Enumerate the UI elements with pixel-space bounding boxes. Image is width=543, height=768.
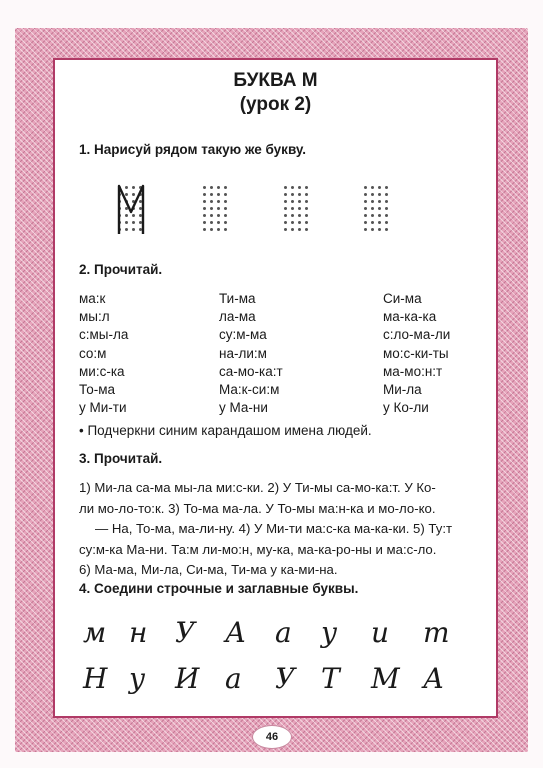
syllable-column-1 — [79, 290, 128, 417]
grid-dot — [291, 228, 294, 231]
grid-dot — [284, 221, 287, 224]
syllable-column-2 — [219, 290, 283, 417]
cursive-letter[interactable]: м — [83, 616, 107, 649]
word: у Ма-ни — [219, 400, 268, 416]
grid-dot — [210, 186, 213, 189]
grid-dot — [210, 207, 213, 210]
grid-dot — [364, 186, 367, 189]
grid-dot — [364, 221, 367, 224]
grid-dot — [371, 193, 374, 196]
grid-dot — [371, 228, 374, 231]
grid-dot — [224, 228, 227, 231]
grid-dot — [371, 214, 374, 217]
word: с:ло-ма-ли — [383, 327, 451, 343]
grid-dot — [371, 221, 374, 224]
grid-dot — [298, 193, 301, 196]
grid-dot — [203, 228, 206, 231]
grid-dot — [284, 200, 287, 203]
grid-dot — [364, 214, 367, 217]
grid-dot — [291, 193, 294, 196]
page-subtitle: (урок 2) — [239, 94, 312, 115]
cursive-letter[interactable]: А — [225, 616, 247, 649]
grid-dot — [291, 186, 294, 189]
grid-dot — [385, 193, 388, 196]
grid-dot — [298, 207, 301, 210]
task1-heading: 1. Нарисуй рядом такую же букву. — [79, 142, 306, 157]
grid-dot — [224, 221, 227, 224]
uppercase-letters-row — [79, 662, 479, 702]
cursive-letter[interactable]: у — [321, 616, 338, 649]
grid-dot — [385, 228, 388, 231]
grid-dot — [217, 193, 220, 196]
grid-dot — [298, 186, 301, 189]
task3-heading: 3. Прочитай. — [79, 451, 163, 466]
dot-grid-empty-1[interactable] — [203, 186, 228, 232]
grid-dot — [364, 207, 367, 210]
task4-heading: 4. Соедини строчные и заглавные буквы. — [79, 581, 359, 596]
cursive-letter[interactable]: н — [129, 616, 148, 649]
syllable-column-3 — [383, 290, 450, 417]
word: ма-ка-ка — [383, 309, 437, 325]
grid-dot — [203, 200, 206, 203]
grid-dot — [385, 207, 388, 210]
grid-dot — [291, 207, 294, 210]
cursive-letter[interactable]: а — [225, 662, 242, 695]
grid-dot — [371, 186, 374, 189]
task2-note: • Подчеркни синим карандашом имена людей. — [79, 423, 372, 438]
cursive-letter[interactable]: т — [423, 616, 450, 649]
grid-dot — [378, 186, 381, 189]
word: Ти-ма — [219, 291, 256, 306]
grid-dot — [291, 200, 294, 203]
grid-dot — [291, 214, 294, 217]
text-line: ли мо-ло-то:к. 3) То-ма ма-ла. У То-мы ма:н-ка и мо-ло-ко. — [79, 500, 436, 516]
grid-dot — [210, 193, 213, 196]
grid-dot — [298, 221, 301, 224]
grid-dot — [217, 200, 220, 203]
grid-dot — [284, 193, 287, 196]
word: То-ма — [79, 382, 115, 398]
grid-dot — [305, 207, 308, 210]
grid-dot — [371, 200, 374, 203]
grid-dot — [203, 207, 206, 210]
grid-dot — [217, 228, 220, 231]
cursive-letter[interactable]: у — [129, 662, 146, 695]
grid-dot — [385, 186, 388, 189]
task2-heading: 2. Прочитай. — [79, 262, 163, 277]
word: со:м — [79, 345, 107, 361]
grid-dot — [224, 200, 227, 203]
text-line: 6) Ма-ма, Ми-ла, Си-ма, Ти-ма у ка-ми-на. — [79, 562, 338, 577]
grid-dot — [385, 214, 388, 217]
word: Ма:к-си:м — [219, 382, 280, 398]
word: с:мы-ла — [79, 327, 129, 343]
grid-dot — [364, 200, 367, 203]
text-line: — На, То-ма, ма-ли-ну. 4) У Ми-ти ма:с-ка ма-ка-ки. 5) Ту:т — [95, 521, 453, 536]
cursive-letter[interactable]: У — [275, 662, 296, 695]
grid-dot — [217, 186, 220, 189]
grid-dot — [210, 200, 213, 203]
grid-dot — [305, 221, 308, 224]
grid-dot — [298, 200, 301, 203]
grid-dot — [364, 193, 367, 196]
grid-dot — [284, 214, 287, 217]
grid-dot — [284, 207, 287, 210]
dot-grid-empty-2[interactable] — [284, 186, 309, 232]
grid-dot — [378, 200, 381, 203]
cursive-letter[interactable]: и — [371, 616, 390, 649]
word: у Ми-ти — [79, 400, 127, 416]
grid-dot — [224, 186, 227, 189]
word: мо:с-ки-ты — [383, 345, 449, 361]
grid-dot — [203, 186, 206, 189]
reading-text — [79, 478, 493, 581]
grid-dot — [217, 221, 220, 224]
grid-dot — [203, 193, 206, 196]
grid-dot — [217, 214, 220, 217]
grid-dot — [210, 228, 213, 231]
cursive-letter[interactable]: А — [423, 662, 445, 695]
word: ла-ма — [219, 309, 256, 325]
cursive-letter[interactable]: И — [175, 662, 200, 695]
text-line: су:м-ка Ма-ни. Та:м ли-мо:н, му-ка, ма-ка-ро-ны и ма:с-ло. — [79, 541, 437, 557]
grid-dot — [210, 214, 213, 217]
grid-dot — [378, 193, 381, 196]
word: на-ли:м — [219, 345, 267, 361]
grid-dot — [378, 207, 381, 210]
cursive-letter[interactable]: М — [371, 662, 400, 695]
grid-dot — [298, 214, 301, 217]
word: су:м-ма — [219, 327, 267, 343]
grid-dot — [305, 200, 308, 203]
grid-dot — [203, 221, 206, 224]
grid-dot — [224, 193, 227, 196]
grid-dot — [385, 200, 388, 203]
grid-dot — [224, 207, 227, 210]
word: Си-ма — [383, 291, 422, 306]
grid-dot — [364, 228, 367, 231]
word: Ми-ла — [383, 382, 422, 398]
dot-grid-empty-3[interactable] — [364, 186, 389, 232]
grid-dot — [385, 221, 388, 224]
word: у Ко-ли — [383, 400, 429, 416]
grid-dot — [203, 214, 206, 217]
word: ма-мо:н:т — [383, 363, 443, 379]
grid-dot — [224, 214, 227, 217]
dot-grid-letter-sample — [118, 186, 143, 232]
grid-dot — [305, 193, 308, 196]
grid-dot — [305, 228, 308, 231]
grid-dot — [371, 207, 374, 210]
word: ми:с-ка — [79, 363, 125, 379]
lowercase-letters-row — [79, 616, 479, 656]
word: мы:л — [79, 309, 110, 325]
cursive-letter[interactable]: У — [175, 616, 196, 649]
grid-dot — [210, 221, 213, 224]
page-title: БУКВА М — [233, 70, 318, 91]
grid-dot — [305, 186, 308, 189]
grid-dot — [217, 207, 220, 210]
grid-dot — [305, 214, 308, 217]
letter-m-drawing — [116, 182, 146, 236]
word: са-мо-ка:т — [219, 363, 283, 379]
page-content — [53, 58, 498, 718]
word: ма:к — [79, 291, 106, 306]
cursive-letter[interactable]: а — [275, 616, 292, 649]
grid-dot — [378, 228, 381, 231]
cursive-letter[interactable]: Т — [321, 662, 340, 695]
grid-dot — [378, 221, 381, 224]
grid-dot — [284, 186, 287, 189]
grid-dot — [284, 228, 287, 231]
page-number: 46 — [252, 725, 292, 749]
grid-dot — [378, 214, 381, 217]
grid-dot — [298, 228, 301, 231]
cursive-letter[interactable]: Н — [83, 662, 108, 695]
text-line: 1) Ми-ла са-ма мы-ла ми:с-ки. 2) У Ти-мы са-мо-ка:т. У Ко- — [79, 480, 436, 495]
grid-dot — [291, 221, 294, 224]
